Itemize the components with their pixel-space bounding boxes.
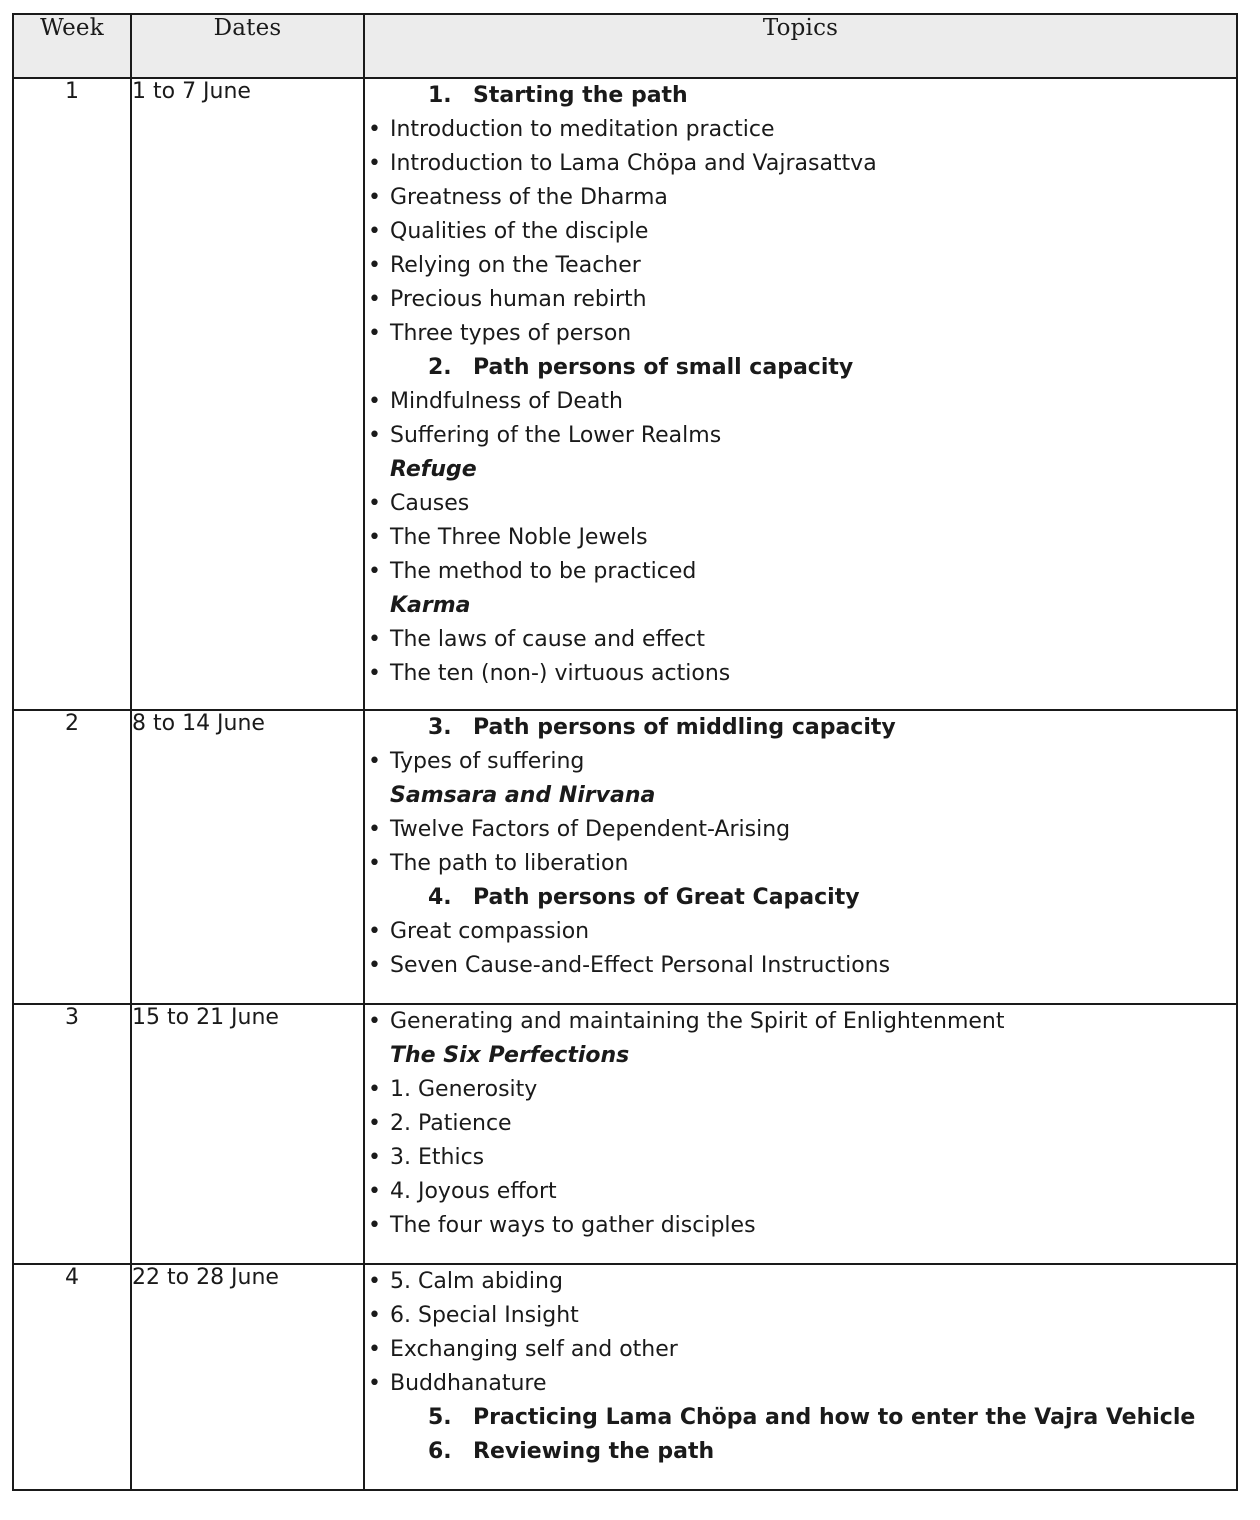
schedule-table [12,13,1238,1491]
header-row [13,14,1237,78]
topic-list-item [365,1175,1236,1209]
topic-text: Relying on the Teacher [390,253,641,278]
topic-text: Three types of person [390,321,632,346]
table-row [13,1004,1237,1264]
topic-text: Introduction to Lama Chöpa and Vajrasattva [390,151,877,176]
dates-cell: 15 to 21 June [131,1004,364,1264]
section-number: 4. [428,885,452,910]
table-row [13,1264,1237,1490]
section-heading [365,351,1236,385]
topic-list-item [365,1209,1236,1243]
topic-text: 3. Ethics [390,1145,485,1170]
topic-list-item [365,623,1236,657]
topic-text: Qualities of the disciple [390,219,649,244]
topic-list-item [365,283,1236,317]
topic-list-item [365,521,1236,555]
section-number: 5. [428,1405,452,1430]
topics-cell [364,1004,1237,1264]
topic-list-item [365,555,1236,589]
topic-list-item [365,181,1236,215]
section-title: Starting the path [473,83,688,108]
topic-text: Mindfulness of Death [390,389,623,414]
dates-cell: 8 to 14 June [131,710,364,1004]
week-cell: 3 [13,1004,131,1264]
topic-text: Seven Cause-and-Effect Personal Instructions [390,953,891,978]
topic-list-item [365,847,1236,881]
topic-list-item [365,1367,1236,1401]
topic-text: Precious human rebirth [390,287,647,312]
section-number: 6. [428,1439,452,1464]
topic-text: The laws of cause and effect [390,627,705,652]
topics-cell [364,710,1237,1004]
week-cell: 1 [13,78,131,710]
topic-list-item [365,487,1236,521]
subsection-heading: The Six Perfections [390,1043,630,1068]
topic-list-item [365,657,1236,691]
table-body [13,78,1237,1490]
topic-list-item [365,385,1236,419]
topic-text: The path to liberation [390,851,629,876]
topic-text: 2. Patience [390,1111,512,1136]
topic-text: Causes [390,491,470,516]
week-cell: 4 [13,1264,131,1490]
topic-text: Greatness of the Dharma [390,185,668,210]
topic-text: The method to be practiced [390,559,697,584]
subsection-heading: Karma [390,593,471,618]
topic-text: The four ways to gather disciples [390,1213,756,1238]
dates-cell: 22 to 28 June [131,1264,364,1490]
topic-list-item [365,813,1236,847]
topic-text: The ten (non-) virtuous actions [390,661,731,686]
topic-list-item [365,1141,1236,1175]
topic-text: Twelve Factors of Dependent-Arising [390,817,791,842]
topic-text: Buddhanature [390,1371,547,1396]
topic-list-item [365,147,1236,181]
section-title: Path persons of Great Capacity [473,885,860,910]
topic-text: Generating and maintaining the Spirit of Enlightenment [390,1009,1005,1034]
topic-list-item [365,1299,1236,1333]
subsection-heading: Refuge [390,457,477,482]
section-number: 2. [428,355,452,380]
header-topics: Topics [364,14,1237,78]
table-row [13,78,1237,710]
topic-list-item [365,949,1236,983]
topic-text: Exchanging self and other [390,1337,678,1362]
topic-text: Introduction to meditation practice [390,117,775,142]
header-dates: Dates [131,14,364,78]
topic-text: Suffering of the Lower Realms [390,423,722,448]
table-row [13,710,1237,1004]
section-number: 1. [428,83,452,108]
topic-list-item [365,1333,1236,1367]
topic-list-item [365,317,1236,351]
topic-list-item [365,249,1236,283]
subsection-heading: Samsara and Nirvana [390,783,656,808]
topic-text: 6. Special Insight [390,1303,579,1328]
dates-cell: 1 to 7 June [131,78,364,710]
section-heading [365,881,1236,915]
topic-list-item [365,915,1236,949]
topics-cell [364,1264,1237,1490]
topic-list-item [365,1005,1236,1039]
topic-text: 4. Joyous effort [390,1179,557,1204]
topics-cell [364,78,1237,710]
week-cell: 2 [13,710,131,1004]
section-heading [365,1401,1236,1435]
header-week: Week [13,14,131,78]
topic-list-item [365,1265,1236,1299]
section-heading [365,1435,1236,1469]
topic-text: The Three Noble Jewels [390,525,648,550]
topic-list-item [365,113,1236,147]
section-title: Path persons of middling capacity [473,715,896,740]
topic-list-item [365,215,1236,249]
topic-text: Great compassion [390,919,590,944]
topic-list-item [365,1107,1236,1141]
section-title: Practicing Lama Chöpa and how to enter the Vajra Vehicle [473,1405,1196,1430]
section-number: 3. [428,715,452,740]
topic-list-item [365,419,1236,453]
section-title: Path persons of small capacity [473,355,854,380]
topic-text: 5. Calm abiding [390,1269,563,1294]
topic-list-item [365,745,1236,779]
topic-text: Types of suffering [390,749,585,774]
topic-text: 1. Generosity [390,1077,538,1102]
section-title: Reviewing the path [473,1439,715,1464]
topic-list-item [365,1073,1236,1107]
section-heading [365,79,1236,113]
table-header [13,14,1237,78]
section-heading [365,711,1236,745]
